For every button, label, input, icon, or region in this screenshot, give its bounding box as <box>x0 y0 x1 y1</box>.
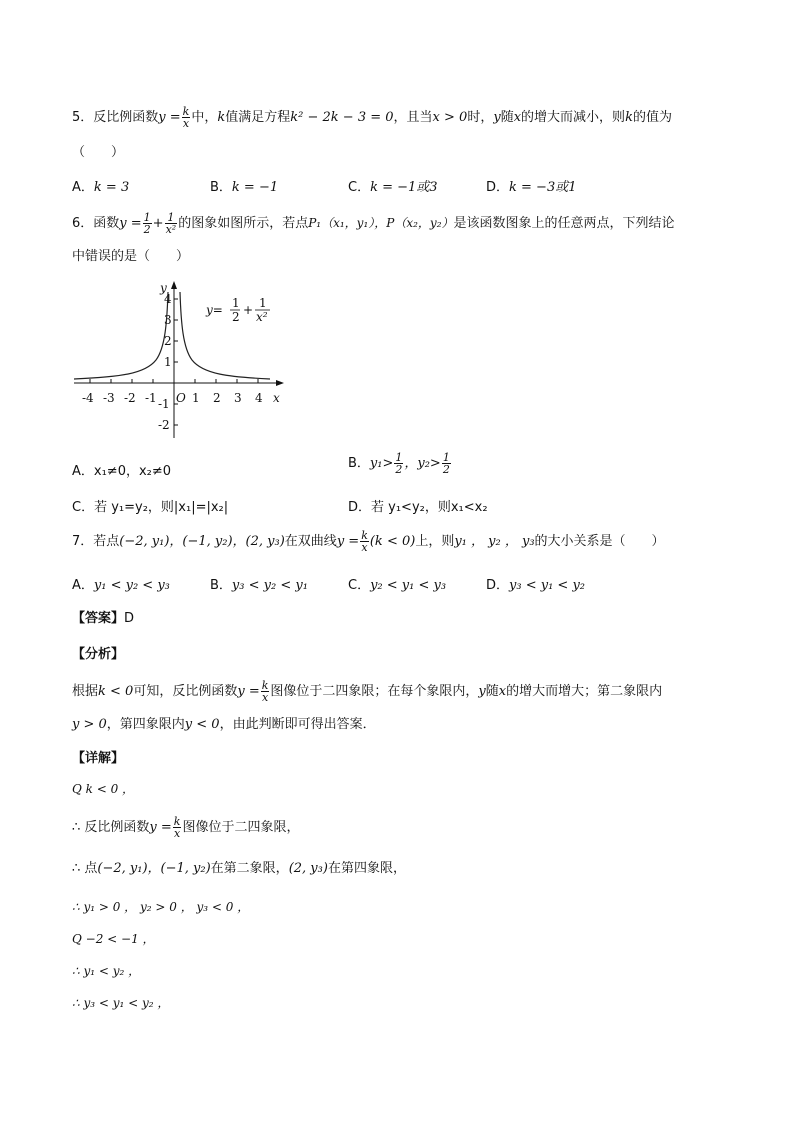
q6-option-b: B．y₁> $\frac{1}{2}$ ，y₂> $\frac{1}{2}$ <box>348 451 450 476</box>
curve-right-branch <box>180 292 270 379</box>
detail-step-6: ∴ y₁ < y₂ ， <box>72 964 141 978</box>
detail-step-7: ∴ y₃ < y₁ < y₂ ， <box>72 996 170 1010</box>
q5-option-b: B．k = −1 <box>210 180 279 195</box>
q5-fraction: $\frac{k}{x}$ <box>182 105 190 130</box>
analysis-line-2: y > 0，第四象限内y < 0，由此判断即可得出答案． <box>72 717 376 732</box>
q7-number: 7． <box>72 534 94 549</box>
q5-stem: 5．反比例函数y = $\frac{k}{x}$ 中，k值满足方程k² − 2k − 3 = 0，且当x > 0时，y随x的增大而减小，则k的值为 <box>72 105 672 130</box>
detail-step-3: ∴ 点(−2, y₁)，(−1, y₂)在第二象限，(2, y₃)在第四象限， <box>72 861 406 876</box>
x-tick-label: -3 <box>103 391 115 405</box>
x-tick-label: 4 <box>255 391 263 405</box>
analysis-heading: 【分析】 <box>72 647 125 662</box>
graph-formula-half-den: 2 <box>232 310 240 324</box>
q7-option-d: D．y₃ < y₁ < y₂ <box>486 578 585 593</box>
q5-option-d: D．k = −3或1 <box>486 180 577 195</box>
y-tick-label: 4 <box>164 292 172 306</box>
y-tick-label: -2 <box>158 418 170 432</box>
x-tick-label: -1 <box>145 391 157 405</box>
x-tick-label: -2 <box>124 391 136 405</box>
q6-option-a: A．x₁≠0，x₂≠0 <box>72 464 172 479</box>
q6-stem-line2: 中错误的是（ ） <box>72 249 190 264</box>
q7-option-a: A．y₁ < y₂ < y₃ <box>72 578 170 593</box>
q5-equation: k² − 2k − 3 = 0 <box>290 110 394 125</box>
detail-step-4: ∴ y₁ > 0 ， y₂ > 0 ， y₃ < 0 ， <box>72 900 250 914</box>
answer-value: D <box>124 611 135 626</box>
q5-number: 5． <box>72 110 94 125</box>
x-tick-label: 2 <box>213 391 221 405</box>
origin-label: O <box>176 391 186 405</box>
q7-option-c: C．y₂ < y₁ < y₃ <box>348 578 447 593</box>
graph-formula-lhs: y= <box>206 303 223 317</box>
y-axis-label: y <box>160 281 167 295</box>
detail-step-1: Q k < 0 ， <box>72 782 135 796</box>
q7-stem: 7．若点(−2, y₁)，(−1, y₂)，(2, y₃)在双曲线y = $\frac{k}{x}$ (k < 0)上，则y₁ ， y₂ ， y₃的大小关系是（ ） <box>72 529 665 554</box>
y-tick-label: 3 <box>164 313 172 327</box>
x-axis-arrow <box>276 380 284 386</box>
y-tick-label: -1 <box>158 397 170 411</box>
x-axis-label: x <box>273 391 280 405</box>
y-tick-label: 1 <box>164 355 172 369</box>
x-tick-label: 1 <box>192 391 200 405</box>
y-tick-label: 2 <box>164 334 172 348</box>
q6-stem: 6．函数y = $\frac{1}{2}$ + $\frac{1}{\text{x²}}$ 的图象如图所示，若点P₁（x₁，y₁），P（x₂，y₂）是该函数图象上的任意两点，下列结论 <box>72 211 675 236</box>
answer-line <box>72 610 134 628</box>
graph-formula-inv-den: x² <box>256 310 268 324</box>
function-graph <box>70 278 290 443</box>
y-axis-arrow <box>171 281 177 289</box>
analysis-line-1: 根据k < 0可知，反比例函数y = $\frac{k}{x}$ 图像位于二四象限；在每个象限内，y随x的增大而增大；第二象限内 <box>72 679 663 704</box>
graph-formula-plus: + <box>243 303 254 317</box>
graph-formula-half-num: 1 <box>232 296 240 310</box>
x-tick-label: 3 <box>234 391 242 405</box>
detail-step-5: Q −2 < −1 ， <box>72 932 155 946</box>
x-tick-label: -4 <box>82 391 94 405</box>
q5-option-c: C．k = −1或3 <box>348 180 438 195</box>
curve-left-branch <box>74 292 168 379</box>
q6-option-c: C．若 y₁=y₂，则|x₁|=|x₂| <box>72 500 229 515</box>
q7-option-b: B．y₃ < y₂ < y₁ <box>210 578 308 593</box>
q6-option-d: D．若 y₁<y₂，则x₁<x₂ <box>348 500 488 515</box>
detail-step-2: ∴ 反比例函数y = $\frac{k}{x}$ 图像位于二四象限， <box>72 815 300 840</box>
detail-heading: 【详解】 <box>72 751 125 766</box>
answer-heading: 【答案】 <box>72 611 125 626</box>
q5-paren: （ ） <box>72 145 125 160</box>
q5-option-a: A．k = 3 <box>72 180 130 195</box>
graph-formula-inv-num: 1 <box>259 296 267 310</box>
q6-number: 6． <box>72 216 94 231</box>
